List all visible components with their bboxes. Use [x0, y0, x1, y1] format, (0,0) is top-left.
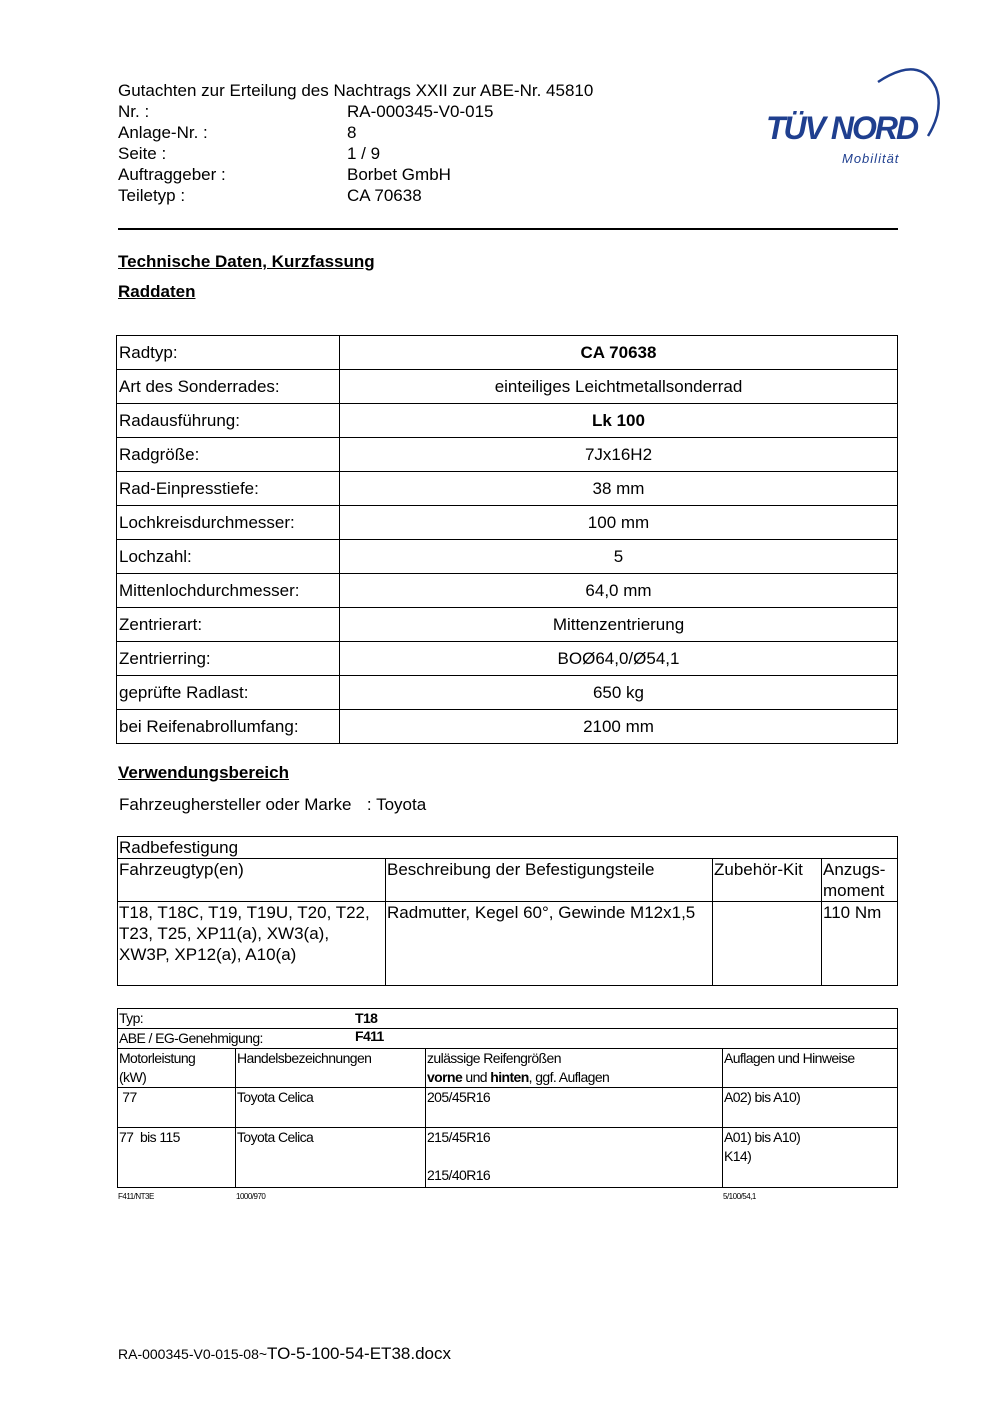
logo-sub: Mobilität [842, 151, 900, 166]
section-verwendungsbereich: Verwendungsbereich [118, 763, 289, 782]
typ-value: T18 [355, 1010, 378, 1026]
document-footer [118, 1344, 451, 1364]
table-row [117, 370, 898, 404]
cell-reifen: 205/45R16 [426, 1088, 723, 1128]
raddaten-key: Art des Sonderrades: [117, 370, 340, 404]
cell-reifen: 215/45R16 215/40R16 [426, 1128, 723, 1188]
header-nr-label: Nr. : [118, 102, 150, 121]
header-nr-value: RA-000345-V0-015 [347, 102, 494, 121]
raddaten-value: 650 kg [340, 676, 898, 710]
raddaten-key: Radtyp: [117, 336, 340, 370]
abe-label: ABE / EG-Genehmigung: [119, 1030, 263, 1046]
section-technische-daten: Technische Daten, Kurzfassung [118, 252, 375, 271]
col-header-beschreibung: Beschreibung der Befestigungsteile [386, 859, 713, 902]
raddaten-value: BOØ64,0/Ø54,1 [340, 642, 898, 676]
radbefestigung-table [117, 836, 898, 986]
raddaten-key: Lochzahl: [117, 540, 340, 574]
table-row [118, 1009, 898, 1029]
cell-fahrzeugtypen: T18, T18C, T19, T19U, T20, T22, T23, T25, XP11(a), XW3(a), XW3P, XP12(a), A10(a) [118, 902, 386, 986]
cell-anzugsmoment: 110 Nm [822, 902, 898, 986]
table-row [118, 1029, 898, 1049]
table-row [118, 1049, 898, 1088]
col-header-reifen [426, 1049, 723, 1088]
typ-foot-b: 1000/970 [236, 1192, 266, 1201]
tuev-nord-logo [760, 58, 945, 173]
raddaten-key: Zentrierring: [117, 642, 340, 676]
table-row [117, 506, 898, 540]
reifen-header-und: und [462, 1069, 491, 1085]
raddaten-key: Zentrierart: [117, 608, 340, 642]
col-header-motor: Motorleistung (kW) [118, 1049, 236, 1088]
table-row [117, 676, 898, 710]
footer-small: RA-000345-V0-015-08~ [118, 1346, 268, 1362]
typ-label: Typ: [119, 1010, 144, 1026]
raddaten-key: Lochkreisdurchmesser: [117, 506, 340, 540]
raddaten-value: einteiliges Leichtmetallsonderrad [340, 370, 898, 404]
reifen-header-vorne: vorne [427, 1069, 463, 1085]
reifen-header-line1: zulässige Reifengrößen [427, 1050, 561, 1066]
abe-value: F411 [355, 1028, 384, 1044]
raddaten-value: 64,0 mm [340, 574, 898, 608]
header-divider [118, 228, 898, 230]
cell-handel: Toyota Celica [236, 1128, 426, 1188]
raddaten-value: 38 mm [340, 472, 898, 506]
raddaten-key: Mittenlochdurchmesser: [117, 574, 340, 608]
header-teiletyp-label: Teiletyp : [118, 186, 186, 205]
cell-handel: Toyota Celica [236, 1088, 426, 1128]
table-row [117, 472, 898, 506]
col-header-handel: Handelsbezeichnungen [236, 1049, 426, 1088]
document-header [118, 80, 678, 206]
radbefestigung-title: Radbefestigung [118, 837, 898, 859]
raddaten-value: 7Jx16H2 [340, 438, 898, 472]
cell-zubehoer [713, 902, 822, 986]
raddaten-value: Lk 100 [340, 404, 898, 438]
col-header-anzugsmoment: Anzugs- moment [822, 859, 898, 902]
raddaten-value: 5 [340, 540, 898, 574]
hersteller-label: Fahrzeughersteller oder Marke [119, 795, 352, 814]
cell-beschreibung: Radmutter, Kegel 60°, Gewinde M12x1,5 [386, 902, 713, 986]
table-row [118, 902, 898, 986]
raddaten-key: bei Reifenabrollumfang: [117, 710, 340, 744]
col-header-zubehoer: Zubehör-Kit [713, 859, 822, 902]
table-row [117, 404, 898, 438]
table-row [117, 710, 898, 744]
raddaten-key: Rad-Einpresstiefe: [117, 472, 340, 506]
typ-table [117, 1008, 898, 1188]
hersteller-line [119, 795, 426, 815]
table-row [118, 837, 898, 859]
header-anlage-label: Anlage-Nr. : [118, 123, 208, 142]
typ-foot-c: 5/100/54,1 [723, 1192, 756, 1201]
cell-auflagen: A02) bis A10) [723, 1088, 898, 1128]
table-row [117, 336, 898, 370]
footer-large: TO-5-100-54-ET38.docx [267, 1344, 451, 1363]
raddaten-value: 100 mm [340, 506, 898, 540]
reifen-header-rest: , ggf. Auflagen [528, 1069, 610, 1085]
reifen-header-hinten: hinten [490, 1069, 529, 1085]
raddaten-key: Radausführung: [117, 404, 340, 438]
col-header-fahrzeugtyp: Fahrzeugtyp(en) [118, 859, 386, 902]
table-row [117, 574, 898, 608]
hersteller-value: Toyota [376, 795, 427, 814]
raddaten-table [116, 335, 898, 744]
raddaten-key: geprüfte Radlast: [117, 676, 340, 710]
raddaten-value: Mittenzentrierung [340, 608, 898, 642]
header-auftraggeber-label: Auftraggeber : [118, 165, 226, 184]
table-row [117, 608, 898, 642]
table-row [117, 438, 898, 472]
cell-auflagen: A01) bis A10) K14) [723, 1128, 898, 1188]
table-row [118, 859, 898, 902]
cell-motor: 77 [118, 1088, 236, 1128]
table-row [117, 540, 898, 574]
section-raddaten: Raddaten [118, 282, 196, 301]
cell-motor: 77 bis 115 [118, 1128, 236, 1188]
col-header-auflagen: Auflagen und Hinweise [723, 1049, 898, 1088]
hersteller-sep: : [366, 795, 372, 814]
header-seite-value: 1 / 9 [347, 144, 381, 163]
logo-brand: TÜV NORD [766, 110, 918, 146]
header-teiletyp-value: CA 70638 [347, 186, 422, 205]
header-title: Gutachten zur Erteilung des Nachtrags XXII zur ABE-Nr. 45810 [118, 81, 594, 100]
raddaten-value: 2100 mm [340, 710, 898, 744]
table-row [118, 1088, 898, 1128]
raddaten-key: Radgröße: [117, 438, 340, 472]
table-row [118, 1128, 898, 1188]
header-auftraggeber-value: Borbet GmbH [347, 165, 451, 184]
table-row [117, 642, 898, 676]
header-anlage-value: 8 [347, 123, 357, 142]
typ-foot-a: F411/NT3E [118, 1192, 154, 1201]
raddaten-value: CA 70638 [340, 336, 898, 370]
header-seite-label: Seite : [118, 144, 167, 163]
